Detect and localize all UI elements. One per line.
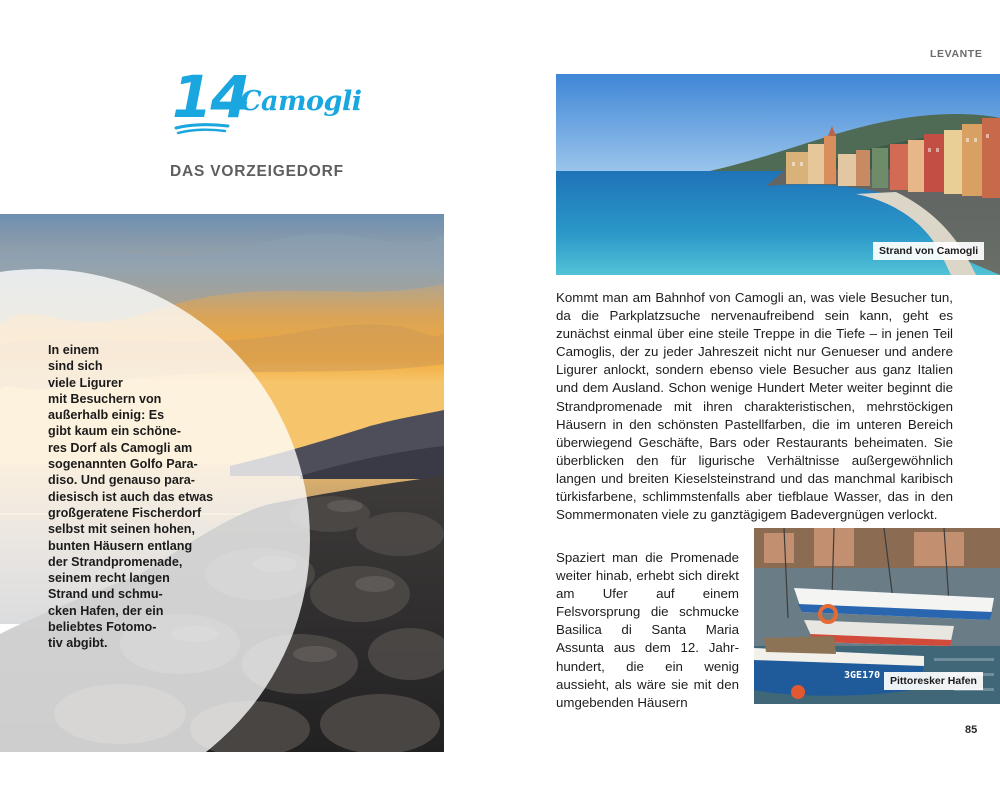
chapter-subtitle: DAS VORZEIGEDORF	[170, 163, 344, 180]
harbor-photo-caption: Pittoresker Hafen	[884, 672, 983, 690]
boat-label: 3GE170	[844, 670, 881, 681]
body-paragraph-1: Kommt man am Bahnhof von Camogli an, was viele Besucher tun, da die Parkplatzsuche nervenaufreibend sein kann, geht es zunächst einmal über eine steile Treppe in die Tiefe – in jenen Teil Camoglis, der zu jeder Jahreszeit nicht nur Genueser und andere Ligurer anlockt, sondern ebenso viele Besucher aus ganz Italien und dem Ausland. Schon wenige Hundert Meter weiter beginnt die Strandpromenade mit ihren charakteristischen, mehrstöckigen Häusern in den schönsten Pastellfarben, die im unteren Bereich überwiegend Geschäfte, Bars oder Restaurants beheimaten. Sie überblicken den für ligurische Verhältnisse außergewöhnlich langen und breiten Kieselsteinstrand und das manchmal karibisch türkisfarbene, schlimmstenfalls aber tiefblaue Wasser, das in den Sommermonaten viele zu ganztägigem Badevergnügen verlockt.	[556, 290, 953, 523]
chapter-title: Camogli	[240, 86, 362, 117]
body-paragraph-2: Spaziert man die Promenade weiter hinab, erhebt sich direkt am Ufer auf einem Felsvorsprung die schmucke Basilica di Santa Maria Assunta aus dem 12. Jahrhundert, die ein wenig aussieht, als wäre sie mit den umgebenden Häusern	[556, 550, 739, 710]
section-header: LEVANTE	[930, 48, 983, 60]
chapter-number: 14	[172, 63, 249, 131]
beach-photo-caption: Strand von Camogli	[873, 242, 984, 260]
brush-underline-icon	[173, 122, 231, 138]
page-number: 85	[965, 724, 978, 736]
intro-text: In einem sind sich viele Ligurer mit Besuchern von außerhalb einig: Es gibt kaum ein schöne- res Dorf als Camogli am sogenannten Golfo Para- diso. Und genauso para- diesisch ist auch das etwas großgeratene Fischerdorf selbst mit seinen hohen, bunten Häusern entlang der Strandpromenade, seinem recht langen Strand und schmu- cken Hafen, der ein beliebtes Fotomo- tiv abgibt.	[48, 343, 214, 651]
